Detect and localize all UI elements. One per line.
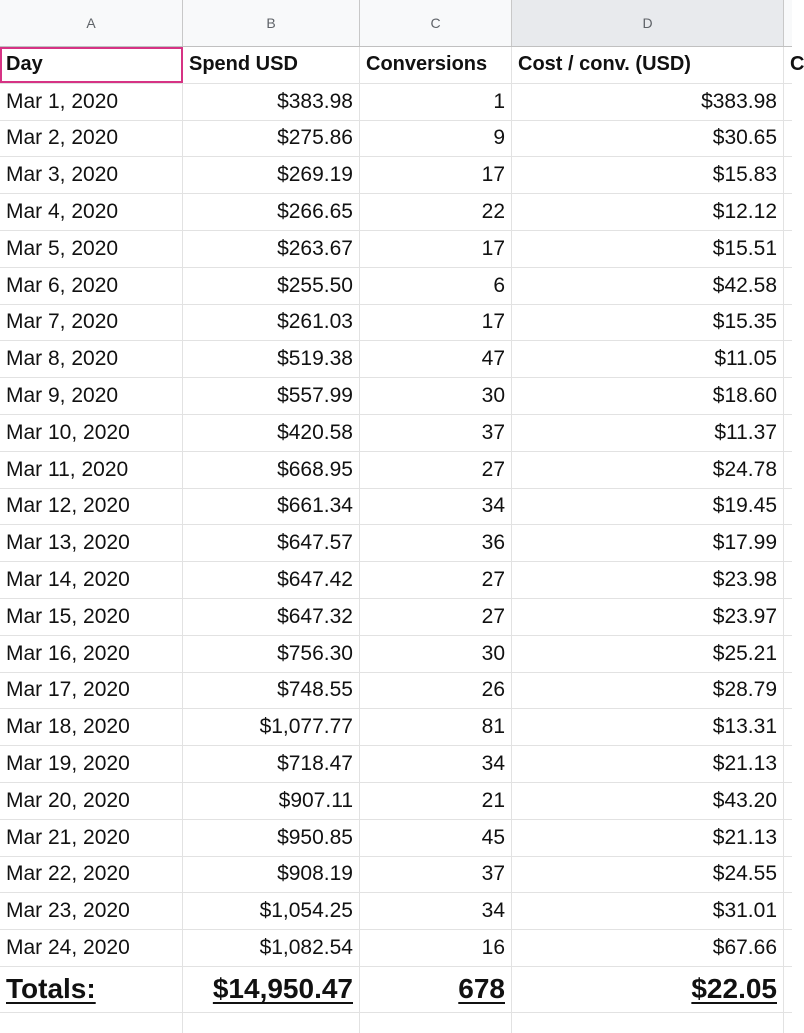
cell-day[interactable]: Mar 12, 2020 <box>0 489 183 525</box>
table-row <box>0 489 792 526</box>
cell-conversions[interactable]: 47 <box>360 341 512 377</box>
cell-cost-per-conversion[interactable]: $15.51 <box>512 231 784 267</box>
table-row <box>0 673 792 710</box>
cell-cost-per-conversion[interactable]: $21.13 <box>512 820 784 856</box>
cell-cost-per-conversion[interactable]: $21.13 <box>512 746 784 782</box>
cell-spend[interactable]: $907.11 <box>183 783 360 819</box>
cell-conversions[interactable]: 27 <box>360 452 512 488</box>
cell-day[interactable]: Mar 17, 2020 <box>0 673 183 709</box>
cell-conversions[interactable]: 17 <box>360 231 512 267</box>
table-row <box>0 194 792 231</box>
cell-overflow[interactable] <box>784 305 792 341</box>
cell-conversions[interactable]: 34 <box>360 893 512 929</box>
cell-cost-per-conversion[interactable]: $11.05 <box>512 341 784 377</box>
cell-conversions-header[interactable]: Conversions <box>360 47 512 83</box>
cell-spend[interactable]: $668.95 <box>183 452 360 488</box>
table-row <box>0 305 792 342</box>
cell-spend[interactable]: $519.38 <box>183 341 360 377</box>
cell-conversions[interactable]: 37 <box>360 857 512 893</box>
cell-spend[interactable]: $950.85 <box>183 820 360 856</box>
cell-spend-header[interactable]: Spend USD <box>183 47 360 83</box>
cell-day[interactable]: Mar 2, 2020 <box>0 121 183 157</box>
table-row <box>0 893 792 930</box>
cell-spend[interactable]: $420.58 <box>183 415 360 451</box>
cell-overflow[interactable] <box>784 378 792 414</box>
table-row <box>0 378 792 415</box>
empty-cell[interactable] <box>183 1013 360 1033</box>
cell-day[interactable]: Mar 13, 2020 <box>0 525 183 561</box>
cell-day[interactable]: Mar 18, 2020 <box>0 709 183 745</box>
cell-day[interactable]: Mar 24, 2020 <box>0 930 183 966</box>
cell-spend[interactable]: $756.30 <box>183 636 360 672</box>
cell-day[interactable]: Mar 16, 2020 <box>0 636 183 672</box>
column-header-c[interactable]: C <box>360 0 512 46</box>
cell-conversions[interactable]: 1 <box>360 84 512 120</box>
table-row <box>0 636 792 673</box>
cell-conversions[interactable]: 9 <box>360 121 512 157</box>
cell-cost-per-conversion[interactable]: $25.21 <box>512 636 784 672</box>
cell-day[interactable]: Mar 6, 2020 <box>0 268 183 304</box>
cell-conversions[interactable]: 81 <box>360 709 512 745</box>
cell-conversions[interactable]: 17 <box>360 157 512 193</box>
table-row <box>0 709 792 746</box>
cell-cost-per-conversion[interactable]: $30.65 <box>512 121 784 157</box>
table-row <box>0 930 792 967</box>
cell-cost-per-conversion[interactable]: $12.12 <box>512 194 784 230</box>
empty-cell[interactable] <box>784 1013 792 1033</box>
cell-day[interactable]: Mar 4, 2020 <box>0 194 183 230</box>
cell-overflow[interactable] <box>784 121 792 157</box>
cell-overflow[interactable] <box>784 489 792 525</box>
cell-overflow[interactable] <box>784 930 792 966</box>
cell-overflow[interactable] <box>784 268 792 304</box>
cell-cost-per-conversion[interactable]: $23.97 <box>512 599 784 635</box>
table-row <box>0 820 792 857</box>
cell-conversions[interactable]: 16 <box>360 930 512 966</box>
cell-day[interactable]: Mar 20, 2020 <box>0 783 183 819</box>
cell-overflow[interactable] <box>784 820 792 856</box>
cell-day-header[interactable]: Day <box>0 47 183 83</box>
cell-spend[interactable]: $647.42 <box>183 562 360 598</box>
cell-day[interactable]: Mar 22, 2020 <box>0 857 183 893</box>
cell-spend[interactable]: $1,082.54 <box>183 930 360 966</box>
cell-day[interactable]: Mar 3, 2020 <box>0 157 183 193</box>
cell-cost-per-conversion[interactable]: $24.78 <box>512 452 784 488</box>
cell-spend[interactable]: $266.65 <box>183 194 360 230</box>
cell-cost-per-conversion[interactable]: $383.98 <box>512 84 784 120</box>
column-header-b[interactable]: B <box>183 0 360 46</box>
cell-conversions[interactable]: 6 <box>360 268 512 304</box>
table-row <box>0 84 792 121</box>
empty-cell[interactable] <box>0 1013 183 1033</box>
cell-conversions[interactable]: 30 <box>360 378 512 414</box>
cell-spend[interactable]: $261.03 <box>183 305 360 341</box>
cell-cost-per-conversion[interactable]: $18.60 <box>512 378 784 414</box>
cell-overflow[interactable] <box>784 231 792 267</box>
cell-day[interactable]: Mar 21, 2020 <box>0 820 183 856</box>
totals-cost[interactable]: $22.05 <box>512 967 784 1012</box>
totals-spend[interactable]: $14,950.47 <box>183 967 360 1012</box>
cell-overflow[interactable] <box>784 673 792 709</box>
cell-overflow[interactable] <box>784 415 792 451</box>
header-row <box>0 47 804 84</box>
table-row <box>0 599 792 636</box>
cell-overflow[interactable] <box>784 84 792 120</box>
cell-spend[interactable]: $383.98 <box>183 84 360 120</box>
cell-overflow[interactable] <box>784 157 792 193</box>
cell-cost-per-conversion[interactable]: $31.01 <box>512 893 784 929</box>
table-row <box>0 857 792 894</box>
cell-spend[interactable]: $647.32 <box>183 599 360 635</box>
cell-cost-per-conversion[interactable]: $15.83 <box>512 157 784 193</box>
cell-day[interactable]: Mar 14, 2020 <box>0 562 183 598</box>
table-row <box>0 231 792 268</box>
cell-overflow[interactable] <box>784 893 792 929</box>
empty-row <box>0 1013 792 1033</box>
totals-overflow[interactable] <box>784 967 792 1012</box>
column-header-d[interactable]: D <box>512 0 784 46</box>
cell-conversions[interactable]: 26 <box>360 673 512 709</box>
cell-conversions[interactable]: 36 <box>360 525 512 561</box>
cell-day[interactable]: Mar 7, 2020 <box>0 305 183 341</box>
cell-day[interactable]: Mar 11, 2020 <box>0 452 183 488</box>
cell-conversions[interactable]: 27 <box>360 599 512 635</box>
cell-overflow[interactable] <box>784 525 792 561</box>
cell-day[interactable]: Mar 15, 2020 <box>0 599 183 635</box>
cell-overflow[interactable] <box>784 783 792 819</box>
table-row <box>0 783 792 820</box>
cell-cost-header[interactable]: Cost / conv. (USD) <box>512 47 784 83</box>
table-row <box>0 341 792 378</box>
cell-overflow[interactable] <box>784 709 792 745</box>
column-header-row <box>0 0 792 47</box>
cell-conversions[interactable]: 34 <box>360 746 512 782</box>
empty-cell[interactable] <box>512 1013 784 1033</box>
table-row <box>0 268 792 305</box>
cell-conversions[interactable]: 45 <box>360 820 512 856</box>
cell-overflow[interactable] <box>784 452 792 488</box>
cell-conversions[interactable]: 27 <box>360 562 512 598</box>
table-row <box>0 746 792 783</box>
cell-cost-per-conversion[interactable]: $23.98 <box>512 562 784 598</box>
cell-overflow[interactable] <box>784 746 792 782</box>
cell-day[interactable]: Mar 10, 2020 <box>0 415 183 451</box>
cell-conversions[interactable]: 17 <box>360 305 512 341</box>
cell-spend[interactable]: $275.86 <box>183 121 360 157</box>
cell-cost-per-conversion[interactable]: $43.20 <box>512 783 784 819</box>
table-row <box>0 525 792 562</box>
cell-overflow-header[interactable]: C <box>790 53 804 76</box>
cell-spend[interactable]: $1,054.25 <box>183 893 360 929</box>
cell-spend[interactable]: $557.99 <box>183 378 360 414</box>
totals-label[interactable]: Totals: <box>0 967 183 1012</box>
cell-spend[interactable]: $263.67 <box>183 231 360 267</box>
cell-cost-per-conversion[interactable]: $67.66 <box>512 930 784 966</box>
column-header-e[interactable] <box>784 0 792 46</box>
table-row <box>0 452 792 489</box>
totals-row <box>0 967 792 1013</box>
cell-spend[interactable]: $908.19 <box>183 857 360 893</box>
cell-conversions[interactable]: 30 <box>360 636 512 672</box>
cell-cost-per-conversion[interactable]: $15.35 <box>512 305 784 341</box>
cell-cost-per-conversion[interactable]: $17.99 <box>512 525 784 561</box>
cell-conversions[interactable]: 37 <box>360 415 512 451</box>
cell-cost-per-conversion[interactable]: $19.45 <box>512 489 784 525</box>
cell-cost-per-conversion[interactable]: $13.31 <box>512 709 784 745</box>
cell-spend[interactable]: $718.47 <box>183 746 360 782</box>
cell-spend[interactable]: $661.34 <box>183 489 360 525</box>
cell-cost-per-conversion[interactable]: $24.55 <box>512 857 784 893</box>
column-header-a[interactable]: A <box>0 0 183 46</box>
empty-cell[interactable] <box>360 1013 512 1033</box>
table-row <box>0 415 792 452</box>
cell-spend[interactable]: $269.19 <box>183 157 360 193</box>
cell-cost-per-conversion[interactable]: $28.79 <box>512 673 784 709</box>
cell-day[interactable]: Mar 23, 2020 <box>0 893 183 929</box>
cell-overflow[interactable] <box>784 857 792 893</box>
cell-conversions[interactable]: 34 <box>360 489 512 525</box>
cell-day[interactable]: Mar 9, 2020 <box>0 378 183 414</box>
cell-day[interactable]: Mar 8, 2020 <box>0 341 183 377</box>
table-row <box>0 562 792 599</box>
cell-day[interactable]: Mar 19, 2020 <box>0 746 183 782</box>
cell-day[interactable]: Mar 1, 2020 <box>0 84 183 120</box>
cell-spend[interactable]: $647.57 <box>183 525 360 561</box>
cell-overflow[interactable] <box>784 562 792 598</box>
cell-overflow[interactable] <box>784 599 792 635</box>
table-row <box>0 121 792 158</box>
cell-overflow[interactable] <box>784 636 792 672</box>
cell-overflow[interactable] <box>784 194 792 230</box>
cell-spend[interactable]: $1,077.77 <box>183 709 360 745</box>
cell-day[interactable]: Mar 5, 2020 <box>0 231 183 267</box>
cell-spend[interactable]: $748.55 <box>183 673 360 709</box>
cell-conversions[interactable]: 21 <box>360 783 512 819</box>
totals-conversions[interactable]: 678 <box>360 967 512 1012</box>
cell-cost-per-conversion[interactable]: $11.37 <box>512 415 784 451</box>
cell-conversions[interactable]: 22 <box>360 194 512 230</box>
cell-grid <box>0 47 804 1033</box>
cell-cost-per-conversion[interactable]: $42.58 <box>512 268 784 304</box>
table-row <box>0 157 792 194</box>
data-rows <box>0 84 792 967</box>
cell-spend[interactable]: $255.50 <box>183 268 360 304</box>
cell-overflow[interactable] <box>784 341 792 377</box>
